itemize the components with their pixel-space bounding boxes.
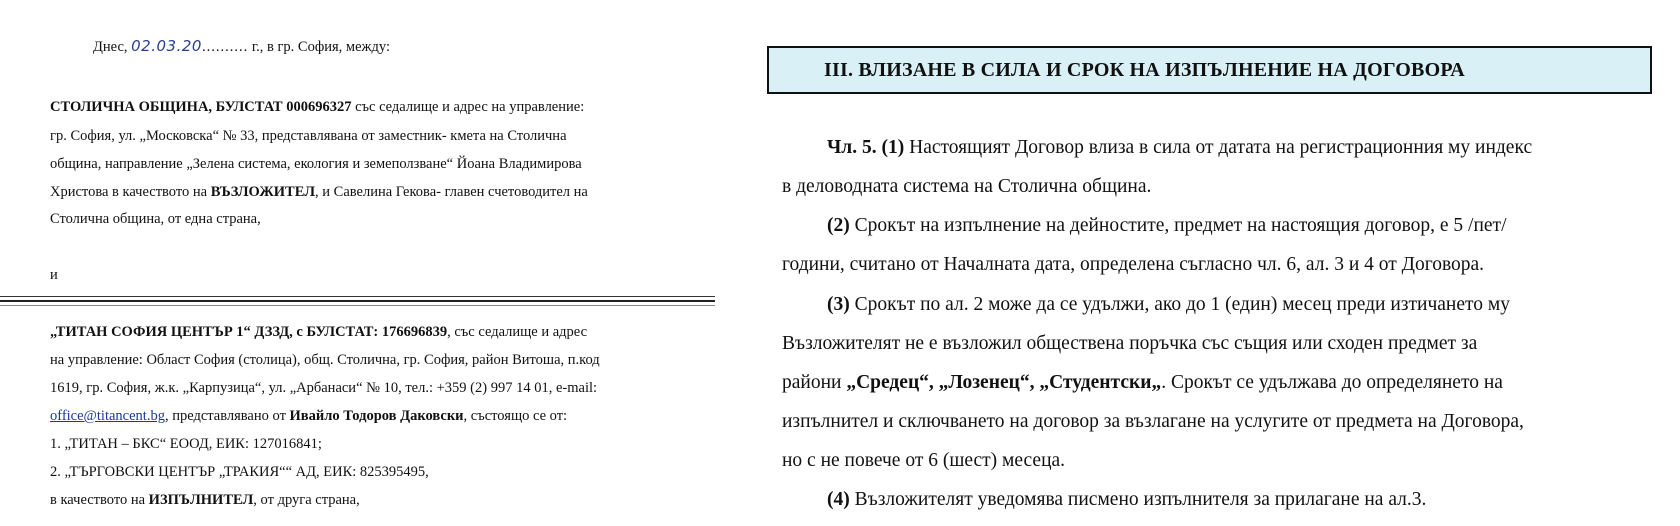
section-header-box xyxy=(767,46,1652,94)
email-link[interactable]: office@titancent.bg xyxy=(50,408,165,424)
party2-line1: „ТИТАН СОФИЯ ЦЕНТЪР 1“ ДЗЗД, с БУЛСТАТ: 176696839, със седалище и адрес xyxy=(50,324,588,340)
party1-line4: Христова в качеството на ВЪЗЛОЖИТЕЛ, и Савелина Гекова- главен счетоводител на xyxy=(50,184,588,200)
para3-line5: но с не повече от 6 (шест) месеца. xyxy=(782,450,1066,471)
article5-line1: Чл. 5. (1) Настоящият Договор влиза в сила от датата на регистрационния му индекс xyxy=(827,137,1533,158)
contractor-role-line: в качеството на ИЗПЪЛНИТЕЛ, от друга страна, xyxy=(50,492,360,508)
party1-line2: гр. София, ул. „Московска“ № 33, представлявана от заместник- кмета на Столична xyxy=(50,128,567,144)
party2-line2: на управление: Област София (столица), общ. Столична, гр. София, район Витоша, п.код xyxy=(50,352,600,368)
para4-line1: (4) Възложителят уведомява писмено изпълнителя за прилагане на ал.3. xyxy=(827,489,1427,510)
article5-line2: в деловодната система на Столична община. xyxy=(782,176,1152,197)
para2-line2: години, считано от Началната дата, определена съгласно чл. 6, ал. 3 и 4 от Договора. xyxy=(782,254,1485,275)
para3-line1: (3) Срокът по ал. 2 може да се удължи, ако до 1 (един) месец преди изтичането му xyxy=(827,294,1510,315)
left-document-page xyxy=(0,0,715,526)
para3-line4: изпълнител и сключването на договор за възлагане на услугите от предмета на Договора, xyxy=(782,411,1524,432)
party1-line1: СТОЛИЧНА ОБЩИНА, БУЛСТАТ 000696327 със седалище и адрес на управление: xyxy=(50,99,585,115)
right-document-page xyxy=(760,0,1680,526)
party2-line4: office@titancent.bg, представлявано от Ивайло Тодоров Даковски, състоящо се от: xyxy=(50,408,568,424)
party1-line3: община, направление „Зелена система, екология и земеползване“ Йоана Владимирова xyxy=(50,156,582,172)
member-2: 2. „ТЪРГОВСКИ ЦЕНТЪР „ТРАКИЯ““ АД, ЕИК: 825395495, xyxy=(50,464,429,480)
section-title: III. ВЛИЗАНЕ В СИЛА И СРОК НА ИЗПЪЛНЕНИЕ НА ДОГОВОРА xyxy=(824,58,1465,81)
conjunction-and: и xyxy=(50,267,58,283)
page-break-line xyxy=(0,305,715,306)
para3-line2: Възложителят не е възложил обществена поръчка със същия или сходен предмет за xyxy=(782,333,1478,354)
para3-line3: райони „Средец“, „Лозенец“, „Студентски„. Срокът се удължава до определянето на xyxy=(782,372,1503,393)
party1-line5: Столична община, от една страна, xyxy=(50,211,261,227)
para2-line1: (2) Срокът на изпълнение на дейностите, предмет на настоящия договор, е 5 /пет/ xyxy=(827,215,1507,236)
handwritten-date: 02.03.20 xyxy=(131,37,202,55)
page-break-line xyxy=(0,300,715,302)
page-break-line xyxy=(0,296,715,297)
party2-line3: 1619, гр. София, ж.к. „Карпузица“, ул. „Арбанаси“ № 10, тел.: +359 (2) 997 14 01, e-mail: xyxy=(50,380,598,396)
member-1: 1. „ТИТАН – БКС“ ЕООД, ЕИК: 127016841; xyxy=(50,436,322,452)
date-line: Днес, 02.03.20.......... г., в гр. София, между: xyxy=(93,37,391,55)
